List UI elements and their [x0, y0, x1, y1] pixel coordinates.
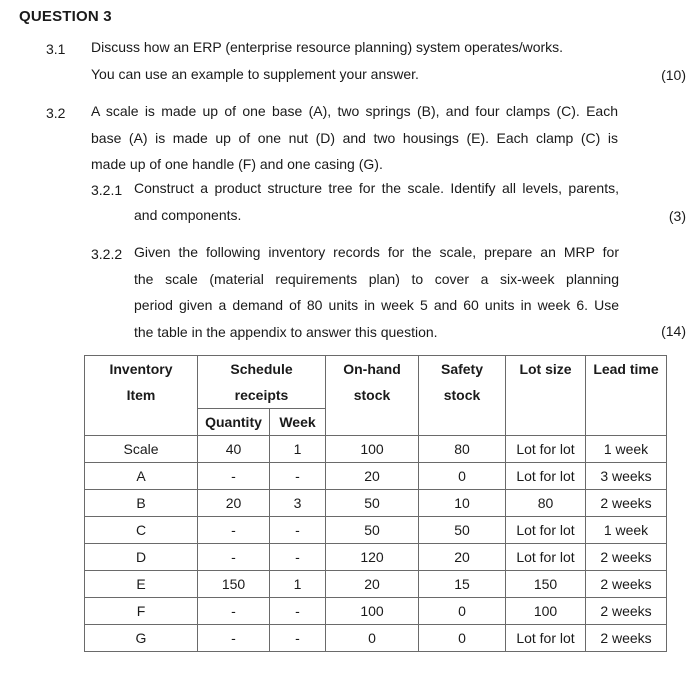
cell-week: -: [270, 517, 326, 544]
cell-lot-size: Lot for lot: [506, 463, 586, 490]
cell-lot-size: 150: [506, 571, 586, 598]
q322-text: [134, 239, 619, 345]
q31-marks: (10): [661, 67, 686, 83]
header-week: Week: [270, 409, 326, 436]
table-row: [85, 463, 667, 490]
cell-lot-size: Lot for lot: [506, 625, 586, 652]
cell-item: G: [85, 625, 198, 652]
cell-lot-size: 100: [506, 598, 586, 625]
cell-lot-size: Lot for lot: [506, 544, 586, 571]
table-row: [85, 517, 667, 544]
cell-quantity: -: [198, 517, 270, 544]
cell-item: A: [85, 463, 198, 490]
cell-lead-time: 2 weeks: [586, 598, 667, 625]
cell-quantity: -: [198, 598, 270, 625]
q32-line: base (A) is made up of one nut (D) and two housings (E). Each clamp (C) is: [91, 129, 618, 146]
q321-number: 3.2.1: [91, 182, 123, 198]
cell-quantity: 40: [198, 436, 270, 463]
q31-line: You can use an example to supplement your answer.: [91, 65, 419, 82]
q31-number: 3.1: [46, 41, 66, 57]
q322-number: 3.2.2: [91, 246, 123, 262]
q322-line: the scale (material requirements plan) to cover a six-week planning: [134, 270, 619, 287]
cell-week: 1: [270, 436, 326, 463]
header-inventory-item: [85, 356, 198, 436]
cell-on-hand: 20: [326, 571, 419, 598]
cell-on-hand: 120: [326, 544, 419, 571]
cell-lead-time: 2 weeks: [586, 544, 667, 571]
cell-quantity: -: [198, 463, 270, 490]
cell-item: C: [85, 517, 198, 544]
cell-on-hand: 50: [326, 517, 419, 544]
cell-safety: 0: [419, 625, 506, 652]
cell-safety: 0: [419, 598, 506, 625]
cell-lead-time: 2 weeks: [586, 625, 667, 652]
cell-safety: 20: [419, 544, 506, 571]
cell-on-hand: 100: [326, 598, 419, 625]
cell-week: 3: [270, 490, 326, 517]
q321-text: [134, 175, 619, 228]
inventory-table: [84, 355, 667, 652]
cell-on-hand: 0: [326, 625, 419, 652]
header-inventory-item-l2: Item: [126, 387, 156, 403]
cell-lead-time: 2 weeks: [586, 571, 667, 598]
cell-safety: 10: [419, 490, 506, 517]
table-row: [85, 436, 667, 463]
cell-item: D: [85, 544, 198, 571]
cell-week: -: [270, 598, 326, 625]
cell-lot-size: Lot for lot: [506, 517, 586, 544]
cell-safety: 50: [419, 517, 506, 544]
header-schedule-l1: Schedule: [230, 361, 293, 377]
header-quantity: Quantity: [198, 409, 270, 436]
table-row: [85, 571, 667, 598]
q321-line: and components.: [134, 206, 242, 223]
cell-quantity: 150: [198, 571, 270, 598]
q31-line: Discuss how an ERP (enterprise resource planning) system operates/works.: [91, 39, 564, 55]
table-row: [85, 598, 667, 625]
header-safety-l2: stock: [443, 387, 481, 403]
header-on-hand-stock: [326, 356, 419, 436]
cell-on-hand: 20: [326, 463, 419, 490]
cell-item: F: [85, 598, 198, 625]
q32-number: 3.2: [46, 105, 66, 121]
cell-on-hand: 100: [326, 436, 419, 463]
q321-line: Construct a product structure tree for the scale. Identify all levels, parents,: [134, 180, 619, 196]
q32-line: A scale is made up of one base (A), two springs (B), and four clamps (C). Each: [91, 103, 618, 119]
cell-lead-time: 1 week: [586, 436, 667, 463]
q321-marks: (3): [668, 208, 686, 224]
table-row: [85, 490, 667, 517]
header-schedule-l2: receipts: [234, 387, 289, 403]
cell-week: -: [270, 625, 326, 652]
header-inventory-item-l1: Inventory: [109, 361, 173, 377]
cell-item: B: [85, 490, 198, 517]
q31-text: [91, 34, 626, 87]
header-lead-time: [586, 356, 667, 436]
header-onhand-l1: On-hand: [343, 361, 401, 377]
cell-safety: 0: [419, 463, 506, 490]
cell-on-hand: 50: [326, 490, 419, 517]
cell-week: -: [270, 544, 326, 571]
q322-marks: (14): [661, 323, 686, 339]
header-schedule-receipts: [198, 356, 326, 409]
q32-line: made up of one handle (F) and one casing (G).: [91, 156, 383, 172]
q322-line: the table in the appendix to answer this question.: [134, 323, 438, 340]
header-safety-l1: Safety: [440, 361, 484, 377]
header-lot-size: [506, 356, 586, 436]
q322-line: period given a demand of 80 units in week 5 and 60 units in week 6. Use: [134, 297, 619, 313]
question-title: QUESTION 3: [19, 8, 112, 25]
cell-quantity: -: [198, 544, 270, 571]
cell-item: Scale: [85, 436, 198, 463]
header-lead-l1: Lead time: [593, 361, 659, 377]
cell-week: 1: [270, 571, 326, 598]
cell-safety: 15: [419, 571, 506, 598]
cell-quantity: 20: [198, 490, 270, 517]
cell-item: E: [85, 571, 198, 598]
cell-lead-time: 2 weeks: [586, 490, 667, 517]
cell-quantity: -: [198, 625, 270, 652]
q32-text: [91, 98, 618, 178]
cell-lot-size: Lot for lot: [506, 436, 586, 463]
cell-lead-time: 1 week: [586, 517, 667, 544]
header-onhand-l2: stock: [353, 387, 391, 403]
cell-lead-time: 3 weeks: [586, 463, 667, 490]
cell-lot-size: 80: [506, 490, 586, 517]
cell-week: -: [270, 463, 326, 490]
header-safety-stock: [419, 356, 506, 436]
table-row: [85, 625, 667, 652]
q322-line: Given the following inventory records for the scale, prepare an MRP for: [134, 244, 619, 260]
header-lot-l1: Lot size: [519, 361, 572, 377]
cell-safety: 80: [419, 436, 506, 463]
table-row: [85, 544, 667, 571]
